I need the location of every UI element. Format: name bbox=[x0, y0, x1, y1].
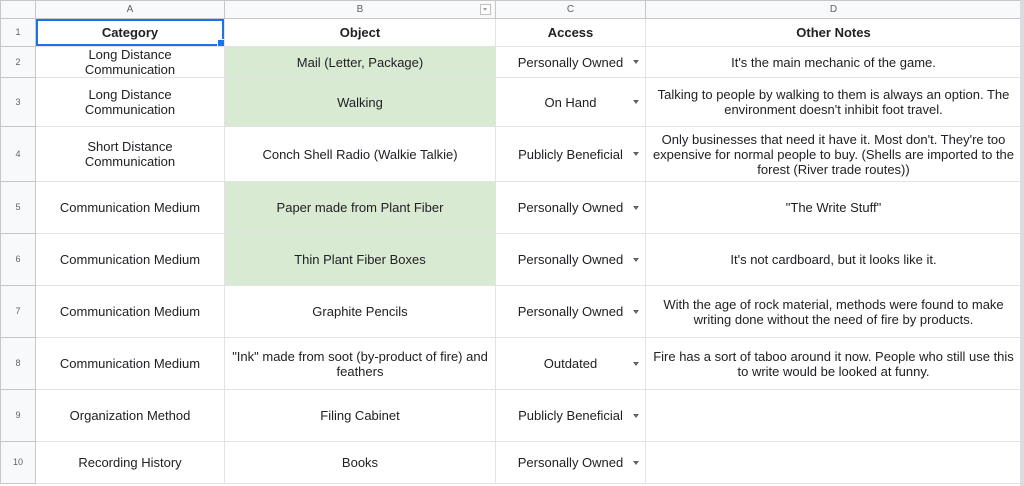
fill-handle[interactable] bbox=[217, 39, 225, 47]
cell-object[interactable]: Filing Cabinet bbox=[225, 390, 496, 442]
access-value: On Hand bbox=[544, 94, 597, 110]
cell-category[interactable]: Short Distance Communication bbox=[36, 127, 225, 182]
cell-notes[interactable]: It's not cardboard, but it looks like it. bbox=[646, 234, 1022, 286]
access-value: Outdated bbox=[543, 356, 598, 371]
cell-notes[interactable]: Fire has a sort of taboo around it now. People who still use this to write would be looked at funny. bbox=[646, 338, 1022, 390]
dropdown-arrow-icon[interactable] bbox=[633, 100, 639, 104]
cell-object[interactable]: Books bbox=[225, 442, 496, 484]
cell-access-dropdown[interactable] bbox=[496, 78, 646, 127]
cell-category-header[interactable] bbox=[36, 19, 225, 47]
cell-category[interactable]: Organization Method bbox=[36, 390, 225, 442]
cell-category[interactable]: Recording History bbox=[36, 442, 225, 484]
row-header[interactable]: 1 bbox=[1, 19, 36, 47]
cell-category[interactable]: Long Distance Communication bbox=[36, 47, 225, 78]
access-value: Publicly Beneficial bbox=[518, 146, 623, 162]
cell-access-dropdown[interactable] bbox=[496, 442, 646, 484]
cell-notes-header[interactable]: Other Notes bbox=[646, 19, 1022, 47]
cell-access-dropdown[interactable] bbox=[496, 47, 646, 78]
column-header-b-label: B bbox=[356, 4, 364, 15]
cell-notes[interactable]: "The Write Stuff" bbox=[646, 182, 1022, 234]
cell-category[interactable]: Communication Medium bbox=[36, 286, 225, 338]
dropdown-arrow-icon[interactable] bbox=[633, 206, 639, 210]
cell-notes[interactable]: Only businesses that need it have it. Most don't. They're too expensive for normal people to buy. (Shells are imported to the forest (River trade routes)) bbox=[646, 127, 1022, 182]
row-header[interactable]: 5 bbox=[1, 182, 36, 234]
row-header[interactable]: 3 bbox=[1, 78, 36, 127]
access-value: Personally Owned bbox=[517, 200, 624, 215]
row-header[interactable]: 2 bbox=[1, 47, 36, 78]
row-header[interactable]: 9 bbox=[1, 390, 36, 442]
select-all-corner[interactable] bbox=[1, 1, 36, 19]
cell-object[interactable]: Mail (Letter, Package) bbox=[225, 47, 496, 78]
column-filter-icon[interactable] bbox=[480, 4, 491, 15]
access-value: Publicly Beneficial bbox=[518, 408, 623, 423]
cell-object-header[interactable]: Object bbox=[225, 19, 496, 47]
dropdown-arrow-icon[interactable] bbox=[633, 362, 639, 366]
cell-access-dropdown[interactable] bbox=[496, 338, 646, 390]
cell-notes[interactable] bbox=[646, 390, 1022, 442]
cell-category[interactable]: Communication Medium bbox=[36, 338, 225, 390]
cell-notes[interactable] bbox=[646, 442, 1022, 484]
row-header[interactable]: 8 bbox=[1, 338, 36, 390]
cell-object[interactable]: Paper made from Plant Fiber bbox=[225, 182, 496, 234]
dropdown-arrow-icon[interactable] bbox=[633, 461, 639, 465]
cell-access-dropdown[interactable] bbox=[496, 234, 646, 286]
row-header[interactable]: 4 bbox=[1, 127, 36, 182]
window-edge bbox=[1020, 0, 1024, 486]
cell-notes[interactable]: Talking to people by walking to them is always an option. The environment doesn't inhibit foot travel. bbox=[646, 78, 1022, 127]
column-header-d[interactable]: D bbox=[646, 1, 1022, 19]
dropdown-arrow-icon[interactable] bbox=[633, 258, 639, 262]
access-value: Personally Owned bbox=[517, 252, 624, 267]
dropdown-arrow-icon[interactable] bbox=[633, 414, 639, 418]
access-value: Personally Owned bbox=[517, 304, 624, 319]
column-header-a[interactable]: A bbox=[36, 1, 225, 19]
cell-access-dropdown[interactable] bbox=[496, 182, 646, 234]
cell-object[interactable]: Walking bbox=[225, 78, 496, 127]
row-header[interactable]: 6 bbox=[1, 234, 36, 286]
access-value: Personally Owned bbox=[517, 455, 624, 470]
cell-object[interactable]: "Ink" made from soot (by-product of fire) and feathers bbox=[225, 338, 496, 390]
cell-category[interactable]: Communication Medium bbox=[36, 234, 225, 286]
cell-object[interactable]: Conch Shell Radio (Walkie Talkie) bbox=[225, 127, 496, 182]
column-header-b[interactable] bbox=[225, 1, 496, 19]
cell-access-dropdown[interactable] bbox=[496, 127, 646, 182]
cell-access-dropdown[interactable] bbox=[496, 390, 646, 442]
cell-notes[interactable]: It's the main mechanic of the game. bbox=[646, 47, 1022, 78]
dropdown-arrow-icon[interactable] bbox=[633, 310, 639, 314]
dropdown-arrow-icon[interactable] bbox=[633, 60, 639, 64]
column-header-c[interactable]: C bbox=[496, 1, 646, 19]
row-header[interactable]: 7 bbox=[1, 286, 36, 338]
dropdown-arrow-icon[interactable] bbox=[633, 152, 639, 156]
cell-object[interactable]: Graphite Pencils bbox=[225, 286, 496, 338]
category-header-text: Category bbox=[101, 25, 159, 40]
row-header[interactable]: 10 bbox=[1, 442, 36, 484]
access-value: Personally Owned bbox=[517, 54, 624, 70]
cell-category[interactable]: Long Distance Communication bbox=[36, 78, 225, 127]
cell-notes[interactable]: With the age of rock material, methods were found to make writing done without the need of fire by products. bbox=[646, 286, 1022, 338]
cell-category[interactable]: Communication Medium bbox=[36, 182, 225, 234]
cell-object[interactable]: Thin Plant Fiber Boxes bbox=[225, 234, 496, 286]
cell-access-dropdown[interactable] bbox=[496, 286, 646, 338]
cell-access-header[interactable]: Access bbox=[496, 19, 646, 47]
